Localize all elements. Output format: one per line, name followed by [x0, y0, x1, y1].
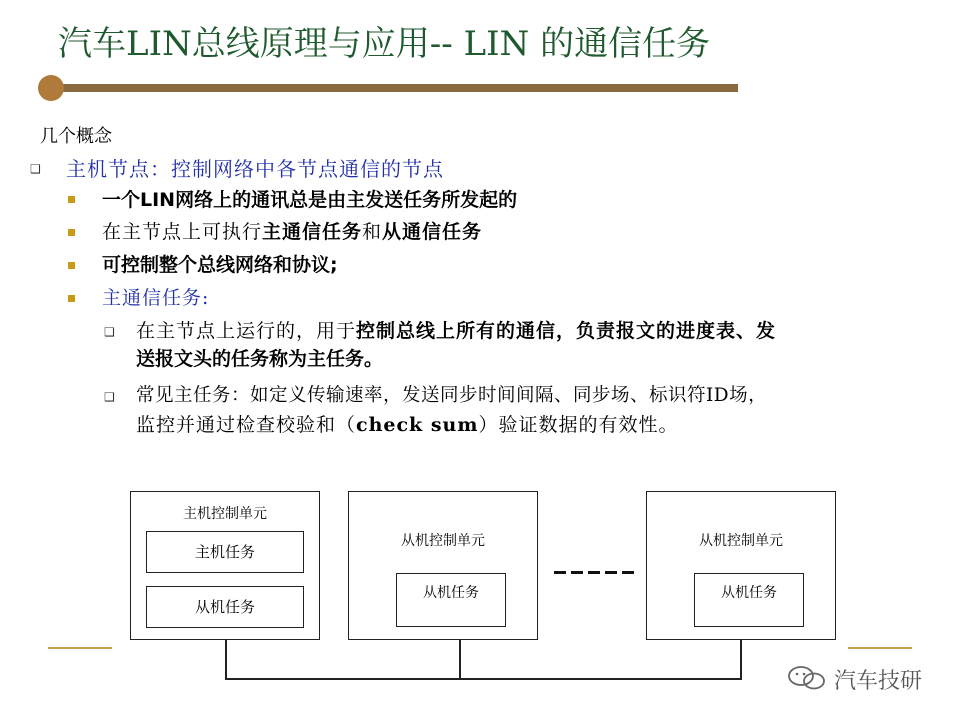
square-bullet-icon [68, 262, 75, 269]
slide-title: 汽车LIN总线原理与应用-- LIN 的通信任务 [58, 24, 711, 64]
master-slave-task-box: 从机任务 [146, 586, 304, 628]
detail-2-line2 [136, 410, 678, 437]
detail-2-bold: check sum [356, 414, 479, 436]
bus-drop-slave-1 [459, 640, 461, 680]
footer-gold-line-right [848, 647, 912, 649]
sub-item-2-mid: 和 [362, 221, 383, 243]
sub-item-2-bold2: 从通信任务 [382, 221, 483, 243]
checkbox-bullet-icon: ❑ [30, 162, 41, 176]
square-bullet-icon [68, 295, 75, 302]
ellipsis-dash [571, 571, 583, 574]
title-underline-bar [48, 84, 738, 92]
slave-unit-2-title: 从机控制单元 [699, 533, 783, 549]
detail-1-line1 [136, 316, 776, 343]
detail-2-suffix: ）验证数据的有效性。 [478, 414, 679, 436]
square-bullet-icon [68, 229, 75, 236]
checkbox-bullet-icon: ❑ [104, 325, 115, 339]
ellipsis-dash [622, 571, 634, 574]
master-node-label: 主机节点：控制网络中各节点通信的节点 [66, 157, 444, 181]
detail-1-bold: 控制总线上所有的通信，负责报文的进度表、发 [356, 320, 777, 342]
watermark-text: 汽车技研 [834, 669, 923, 694]
wechat-icon [786, 664, 830, 692]
detail-1-prefix: 在主节点上运行的，用于 [136, 320, 357, 342]
master-task-box: 主机任务 [146, 531, 304, 573]
sub-item-2 [102, 217, 482, 244]
sub-item-2-bold1: 主通信任务 [262, 221, 363, 243]
detail-2-prefix: 监控并通过检查校验和（ [136, 414, 357, 436]
slave-unit-1-title: 从机控制单元 [401, 533, 485, 549]
lin-bus-line [225, 678, 742, 680]
sub-item-2-prefix: 在主节点上可执行 [102, 221, 263, 243]
sub-item-1: 一个LIN网络上的通讯总是由主发送任务所发起的 [102, 189, 518, 211]
ellipsis-dash [554, 571, 566, 574]
slave-1-task-box: 从机任务 [396, 573, 506, 627]
bus-drop-slave-2 [740, 640, 742, 680]
master-unit-title: 主机控制单元 [183, 506, 267, 522]
detail-2-line1: 常见主任务：如定义传输速率，发送同步时间间隔、同步场、标识符ID场， [136, 385, 768, 406]
slave-2-task-box: 从机任务 [694, 573, 804, 627]
checkbox-bullet-icon: ❑ [104, 390, 115, 404]
sub-item-3: 可控制整个总线网络和协议; [102, 254, 338, 276]
square-bullet-icon [68, 196, 75, 203]
footer-gold-line-left [48, 647, 112, 649]
sub-item-4: 主通信任务: [102, 287, 210, 309]
section-heading: 几个概念 [40, 126, 112, 147]
bus-drop-master [225, 640, 227, 680]
title-bullet-dot [38, 75, 64, 101]
ellipsis-dash [605, 571, 617, 574]
ellipsis-dash [588, 571, 600, 574]
detail-1-line2: 送报文头的任务称为主任务。 [136, 348, 384, 370]
